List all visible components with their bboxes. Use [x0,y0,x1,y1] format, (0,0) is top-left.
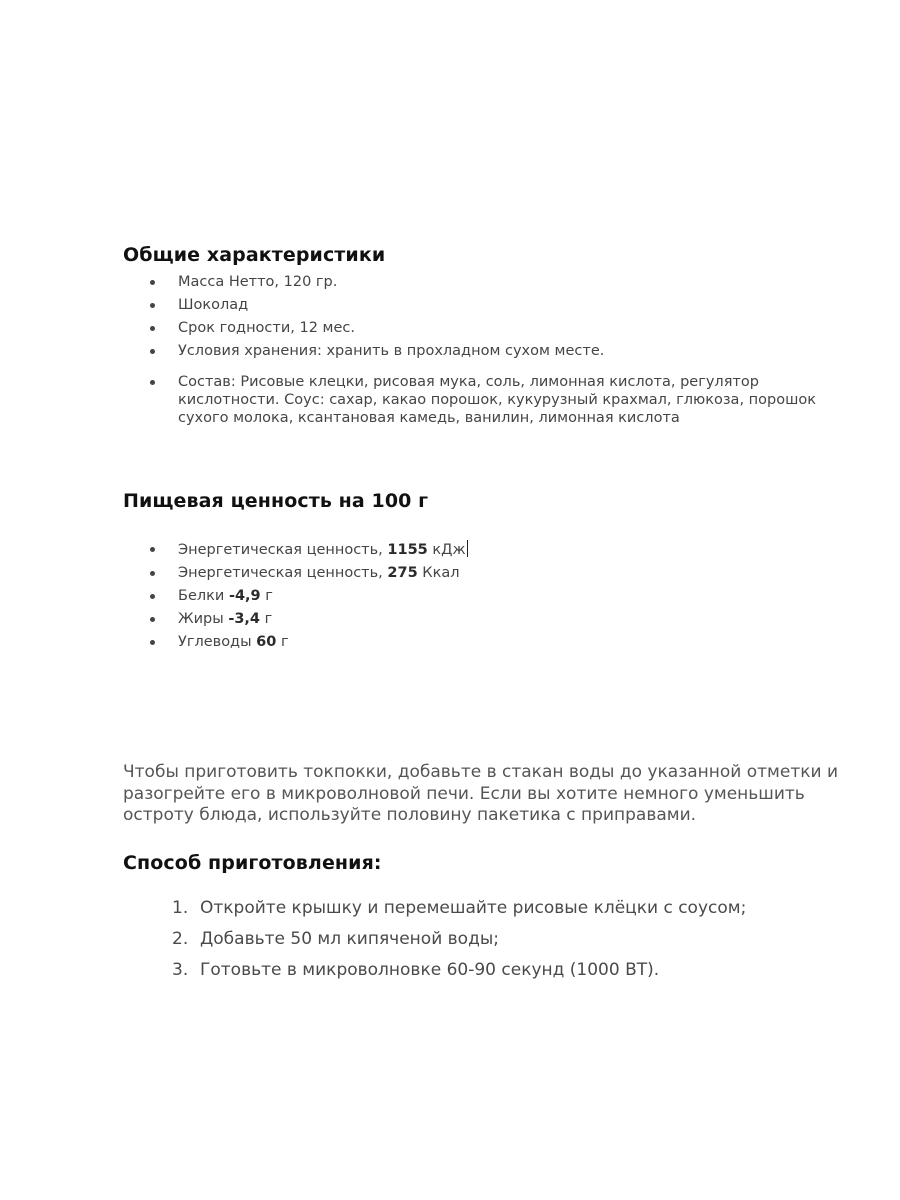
step-item [172,898,746,918]
nutrition-unit: кДж [427,542,466,558]
nutrition-unit: г [260,611,273,627]
preparation-steps [172,898,746,991]
composition-item [148,373,858,427]
bullet-icon [150,303,155,308]
step-text: Откройте крышку и перемешайте рисовые клёцки с соусом; [200,898,747,918]
step-number: 1. [172,898,189,918]
list-item [148,319,858,337]
step-item [172,929,746,949]
nutrition-label: Жиры [178,611,229,627]
nutrition-value: -4,9 [228,588,261,604]
composition-text: Состав: Рисовые клецки, рисовая мука, соль, лимонная кислота, регулятор кислотности. Соус: сахар, какао порошок, кукурузный крахмал, глюкоза, порошок сухого молока, ксантановая камедь, ванилин, лимонная кислота [178,374,816,426]
nutrition-label: Энергетическая ценность, [178,542,388,558]
nutrition-label: Углеводы [178,634,257,650]
list-item [148,633,468,651]
nutrition-unit: Ккал [417,565,460,581]
bullet-icon [150,594,155,599]
bullet-icon [150,640,155,645]
step-text: Готовьте в микроволновке 60-90 секунд (1000 ВТ). [200,960,660,980]
bullet-icon [150,571,155,576]
preparation-heading: Способ приготовления: [123,852,382,874]
bullet-icon [150,349,155,354]
nutrition-unit: г [260,588,273,604]
nutrition-list [148,540,468,656]
list-item [148,342,858,360]
general-characteristics-heading: Общие характеристики [123,244,386,266]
nutrition-unit: г [276,634,289,650]
text-cursor [467,540,468,557]
list-item-text: Масса Нетто, 120 гр. [178,274,338,290]
nutrition-label: Белки [178,588,229,604]
general-characteristics-list [148,273,858,432]
list-item [148,273,858,291]
bullet-icon [150,617,155,622]
bullet-icon [150,547,155,552]
intro-paragraph: Чтобы приготовить токпокки, добавьте в стакан воды до указанной отметки и разогрейте его в микроволновой печи. Если вы хотите немного уменьшить остроту блюда, используйте половину пакетика с приправами. [123,762,838,825]
nutrition-value: 275 [387,565,418,581]
nutrition-heading: Пищевая ценность на 100 г [123,490,429,512]
bullet-icon [150,326,155,331]
list-item [148,564,468,582]
nutrition-value: 60 [256,634,277,650]
list-item-text: Условия хранения: хранить в прохладном сухом месте. [178,343,605,359]
list-item [148,296,858,314]
step-text: Добавьте 50 мл кипяченой воды; [200,929,499,949]
list-item-text: Срок годности, 12 мес. [178,320,355,336]
bullet-icon [150,280,155,285]
step-number: 3. [172,960,189,980]
list-item-text: Шоколад [178,297,249,313]
step-number: 2. [172,929,189,949]
list-item [148,540,468,559]
bullet-icon [150,380,155,385]
nutrition-value: -3,4 [228,611,261,627]
nutrition-value: 1155 [387,542,428,558]
nutrition-label: Энергетическая ценность, [178,565,388,581]
list-item [148,587,468,605]
step-item [172,960,746,980]
list-item [148,610,468,628]
